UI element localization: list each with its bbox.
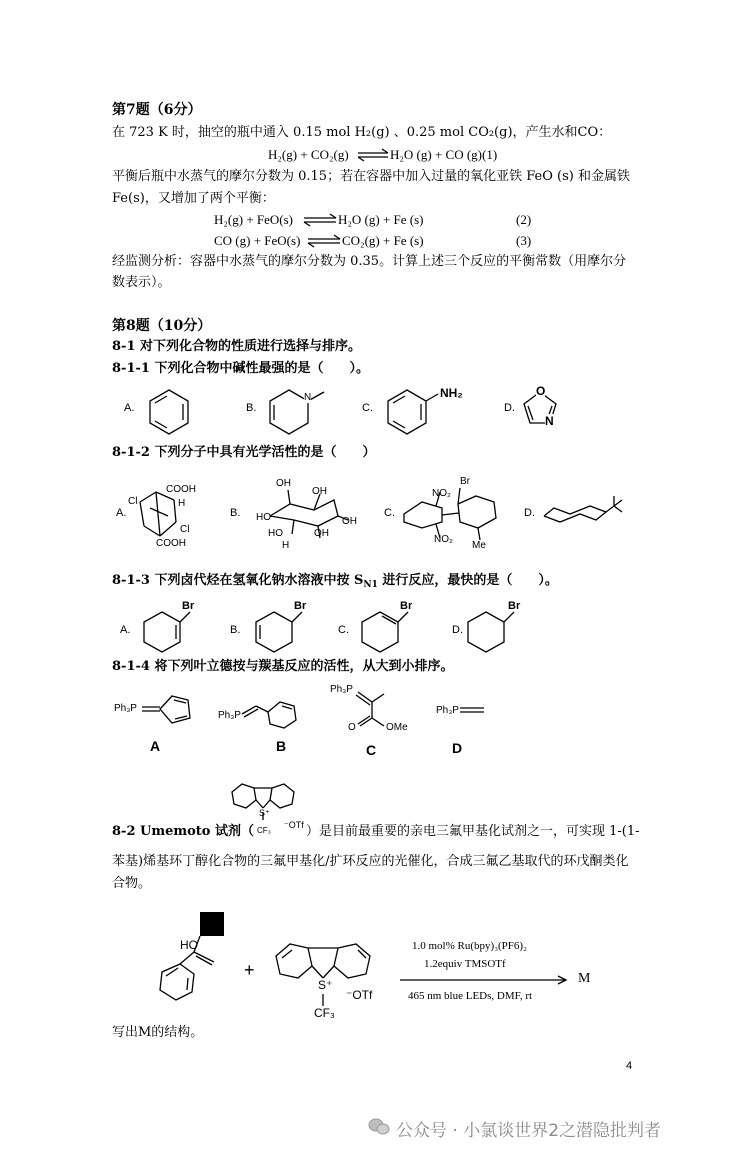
option-d-label-3: D.	[452, 624, 463, 636]
q8-1-3-text-b: 进行反应，最快的是（ ）。	[377, 573, 558, 588]
ph3p-label-c: Ph₃P	[330, 684, 353, 695]
product-m: M	[578, 971, 591, 986]
ome-label: OMe	[386, 722, 408, 733]
q8-1-3-text-a: 8-1-3 下列卤代烃在氢氧化钠水溶液中按 S	[112, 573, 364, 588]
oh-label-b3: OH	[314, 528, 329, 539]
benzylidene-ylide-structure	[238, 692, 306, 732]
otf-label-inline: ⁻OTf	[284, 820, 304, 830]
q8-2-text-d: 合物。	[112, 876, 152, 891]
reaction-condition: 465 nm blue LEDs, DMF, rt	[408, 990, 533, 1002]
ho-label-b2: HO	[268, 528, 283, 539]
q7-eq1-right: H₂O (g) + CO (g)(1)	[390, 147, 498, 162]
cf3-label: CF₃	[314, 1006, 335, 1020]
homoallylic-bromide-structure	[254, 606, 314, 654]
br-label-d3: Br	[508, 600, 521, 612]
q7-line4: 经监测分析：容器中水蒸气的摩尔分数为 0.35。计算上述三个反应的平衡常数（用摩尔分	[112, 254, 627, 269]
cyclobutanol-substrate-structure	[150, 900, 240, 1020]
oh-label-b4: OH	[342, 516, 357, 527]
q7-eq1-left: H₂(g) + CO₂(g)	[268, 147, 349, 162]
ph3p-label-d: Ph₃P	[436, 705, 459, 716]
option-d-label-2: D.	[524, 507, 535, 519]
option-a-label: A.	[124, 402, 135, 414]
option-c-label: C.	[362, 402, 373, 414]
cyclopentadienylide-structure	[138, 690, 198, 730]
cl-top-label: Cl	[128, 496, 138, 507]
substituted-cyclohexane-structure	[540, 494, 624, 530]
pyridine-structure	[146, 388, 192, 434]
reaction-arrow	[400, 974, 570, 986]
br-label-a3: Br	[182, 600, 195, 612]
q7-eq2-right: H₂O (g) + Fe (s)	[338, 212, 424, 227]
option-d-label: D.	[504, 402, 515, 414]
cooh-bottom-label: COOH	[156, 538, 186, 549]
plus-sign: +	[244, 960, 255, 980]
atom-o-label: O	[536, 384, 546, 398]
q8-2-text-a: 8-2 Umemoto 试剂（	[112, 824, 255, 839]
cl-bottom-label: Cl	[180, 524, 190, 535]
q8-2-text-c: 苯基)烯基环丁醇化合物的三氟甲基化/扩环反应的光催化，合成三氟乙基取代的环戊酮类化	[112, 854, 629, 869]
option-b-label: B.	[246, 402, 257, 414]
h-label-a: H	[178, 498, 186, 509]
atom-n-label-b: N	[304, 392, 312, 403]
methylene-ylide-structure	[460, 704, 490, 716]
h-label-b: H	[282, 540, 290, 551]
br-label-c: Br	[460, 476, 470, 487]
sn-subscript: N	[363, 580, 372, 590]
option-a-label-3: A.	[120, 624, 131, 636]
equilibrium-arrow-1	[356, 146, 390, 164]
q7-title: 第7题（6分）	[112, 102, 202, 118]
equilibrium-arrow-2	[302, 211, 338, 229]
methyl-tetrahydropyridine-structure	[266, 388, 330, 434]
ylide-label-b: B	[276, 738, 287, 754]
q8-1-2-heading: 8-1-2 下列分子中具有光学活性的是（ ）	[112, 445, 376, 460]
final-instruction: 写出M的结构。	[112, 1025, 204, 1040]
page-number: 4	[626, 1060, 633, 1072]
q7-eq3-num: (3)	[516, 233, 532, 248]
q8-2-text-b: ）是目前最重要的亲电三氟甲基化试剂之一，可实现 1-(1-	[306, 824, 640, 839]
cf3-label-inline: CF₃	[257, 826, 271, 835]
watermark-text: 公众号 · 小氯谈世界2之潜隐批判者	[396, 1121, 662, 1141]
q8-1-heading: 8-1 对下列化合物的性质进行选择与排序。	[112, 339, 362, 354]
q7-eq2-left: H₂(g) + FeO(s)	[214, 212, 294, 227]
ph3p-label-b: Ph₃P	[218, 710, 241, 721]
atom-n-label-d: N	[545, 414, 554, 428]
oh-label-b1: OH	[276, 478, 291, 489]
q7-eq3-left: CO (g) + FeO(s)	[214, 233, 301, 248]
no2-bottom-label: NO₂	[434, 534, 453, 545]
q8-1-1-heading: 8-1-1 下列化合物中碱性最强的是（ ）。	[112, 361, 369, 376]
cyclohexyl-bromide-structure	[466, 606, 526, 654]
q7-line3: Fe(s)，又增加了两个平衡：	[112, 191, 275, 206]
ylide-label-c: C	[366, 742, 377, 758]
vinyl-bromide-structure	[360, 606, 420, 654]
cooh-top-label: COOH	[166, 484, 196, 495]
s-plus-label: S⁺	[318, 978, 333, 992]
ph3p-label-a: Ph₃P	[114, 703, 137, 714]
option-a-label-2: A.	[116, 507, 127, 519]
biphenyl-atropisomer-structure	[396, 478, 516, 550]
nh2-label: NH₂	[440, 386, 463, 400]
q8-1-4-heading: 8-1-4 将下列叶立德按与羰基反应的活性，从大到小排序。	[112, 659, 454, 674]
option-c-label-3: C.	[338, 624, 349, 636]
br-label-c3: Br	[400, 600, 413, 612]
reagent-2: 1.2equiv TMSOTf	[424, 958, 506, 970]
s-plus-label-inline: S⁺	[259, 808, 270, 818]
ylide-label-d: D	[452, 740, 463, 756]
ho-label-b: HO	[256, 512, 271, 523]
allylic-bromide-a-structure	[142, 606, 202, 654]
q7-line5: 数表示）。	[112, 275, 171, 290]
ylide-label-a: A	[150, 738, 161, 754]
q7-eq3-right: CO₂(g) + Fe (s)	[342, 233, 424, 248]
ho-label-substrate: HO	[180, 938, 198, 952]
q7-line1: 在 723 K 时，抽空的瓶中通入 0.15 mol H₂(g) 、0.25 mol CO₂(g)，产生水和CO：	[112, 125, 612, 140]
wechat-icon	[368, 1118, 390, 1136]
me-label: Me	[472, 540, 486, 551]
reagent-1: 1.0 mol% Ru(bpy)₃(PF6)₂	[412, 940, 527, 952]
option-c-label-2: C.	[384, 507, 395, 519]
br-label-b3: Br	[294, 600, 307, 612]
q7-line2: 平衡后瓶中水蒸气的摩尔分数为 0.15；若在容器中加入过量的氧化亚铁 FeO (s) 和金属铁	[112, 169, 630, 184]
otf-label: ⁻OTf	[346, 988, 373, 1002]
option-b-label-2: B.	[230, 507, 241, 519]
q7-eq2-num: (2)	[516, 212, 532, 227]
sn-subscript-2: 1	[371, 580, 378, 590]
q8-title: 第8题（10分）	[112, 318, 212, 334]
q8-1-3-heading	[112, 572, 558, 594]
equilibrium-arrow-3	[306, 232, 342, 250]
option-b-label-3: B.	[230, 624, 241, 636]
no2-top-label: NO₂	[432, 488, 451, 499]
o-label-c: O	[348, 722, 356, 733]
oh-label-b2: OH	[312, 486, 327, 497]
